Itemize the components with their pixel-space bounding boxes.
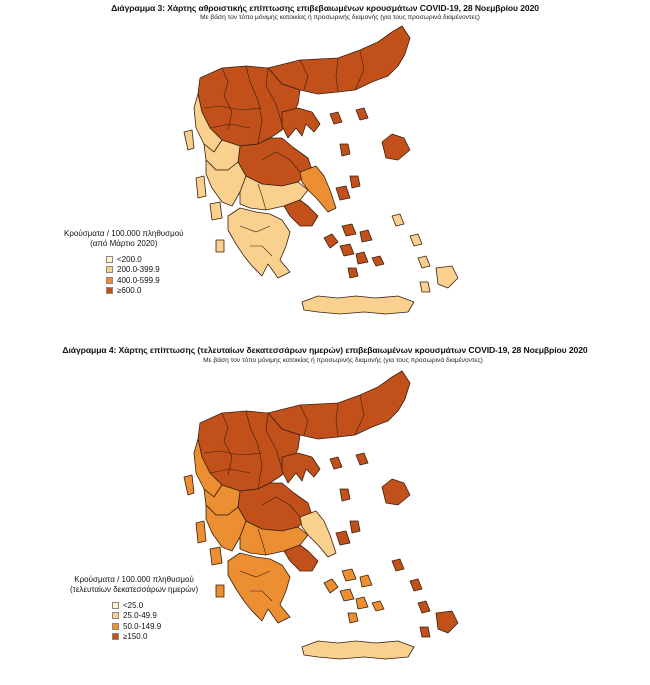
region-thrace bbox=[268, 26, 410, 94]
legend-item: ≥150.0 bbox=[112, 632, 198, 643]
legend-swatch bbox=[106, 287, 113, 294]
region-dodecanese bbox=[392, 214, 458, 292]
region-crete bbox=[302, 296, 414, 314]
map-subtitle: Με βάση τον τόπο μόνιμης κατοικίας ή προσωρινής διαμονής (για τους προσωρινά διαμένοντες) bbox=[200, 14, 480, 21]
region-aegean-north bbox=[330, 453, 410, 545]
region-chalkidiki bbox=[282, 108, 320, 138]
map-panel-14-day bbox=[0, 343, 650, 685]
map-panel-cumulative bbox=[0, 0, 650, 340]
region-aegean-north bbox=[330, 108, 410, 200]
map-subtitle: Με βάση τον τόπο μόνιμης κατοικίας ή προσωρινής διαμονής (για τους προσωρινά διαμένοντες) bbox=[203, 357, 483, 364]
legend-swatch bbox=[106, 266, 113, 273]
map-title: Διάγραμμα 4: Χάρτης επίπτωσης (τελευταίων δεκατεσσάρων ημερών) επιβεβαιωμένων κρουσμάτων COVID-19, 28 Νοεμβρίου 2020 bbox=[62, 345, 588, 355]
legend-item: <200.0 bbox=[106, 254, 184, 265]
region-dodecanese bbox=[392, 559, 458, 637]
legend-swatch bbox=[106, 277, 113, 284]
map-title: Διάγραμμα 3: Χάρτης αθροιστικής επίπτωσης επιβεβαιωμένων κρουσμάτων COVID-19, 28 Νοεμβρίου 2020 bbox=[111, 3, 539, 13]
map-legend bbox=[70, 575, 198, 642]
legend-title: Κρούσματα / 100.000 πληθυσμού (από Μάρτιο 2020) bbox=[64, 229, 184, 248]
region-peloponnese bbox=[228, 553, 290, 623]
region-peloponnese bbox=[228, 208, 290, 278]
map-legend bbox=[64, 229, 184, 296]
region-cyclades bbox=[324, 569, 384, 623]
legend-item: ≥600.0 bbox=[106, 286, 184, 297]
legend-swatch bbox=[112, 602, 119, 609]
legend-item: 200.0-399.9 bbox=[106, 265, 184, 276]
region-crete bbox=[302, 641, 414, 659]
legend-swatch bbox=[106, 256, 113, 263]
legend-title: Κρούσματα / 100.000 πληθυσμού (τελευταίων δεκατεσσάρων ημερών) bbox=[70, 575, 199, 594]
region-chalkidiki bbox=[282, 453, 320, 483]
legend-item: 400.0-599.9 bbox=[106, 275, 184, 286]
legend-swatch bbox=[112, 633, 119, 640]
legend-swatch bbox=[112, 612, 119, 619]
region-cyclades bbox=[324, 224, 384, 278]
legend-item: 50.0-149.9 bbox=[112, 621, 198, 632]
region-attica bbox=[284, 545, 318, 571]
legend-item: <25.0 bbox=[112, 600, 198, 611]
legend-item: 25.0-49.9 bbox=[112, 611, 198, 622]
region-thrace bbox=[268, 371, 410, 439]
legend-swatch bbox=[112, 623, 119, 630]
region-attica bbox=[284, 200, 318, 226]
